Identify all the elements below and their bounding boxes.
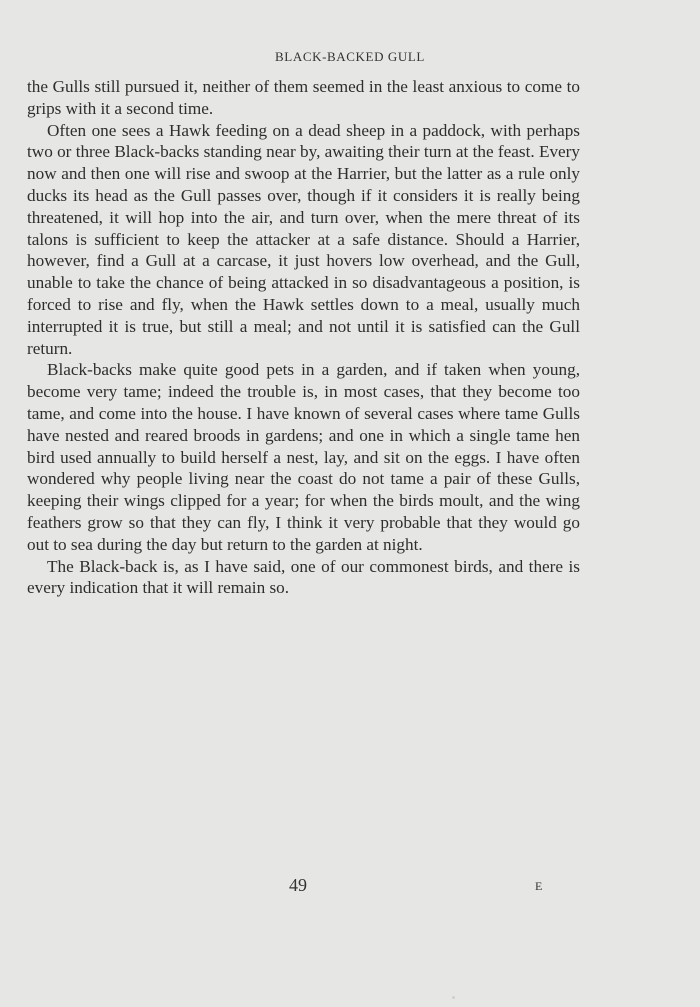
running-head: BLACK-BACKED GULL [275,49,425,64]
paragraph: Black-backs make quite good pets in a garden, and if taken when young, become very tame; indeed the trouble is, in most cases, that they become too tame, and come into the house. I have known of several cases where tame Gulls have nested and reared broods in gardens; and one in which a single tame hen bird used annually to build herself a nest, lay, and sit on the eggs. I have often wondered why people living near the coast do not tame a pair of these Gulls, keeping their wings clipped for a year; for when the birds moult, and the wing feathers grow so that they can fly, I think it very probable that they would go out to sea during the day but return to the garden at night. [27,360,580,554]
paragraph-continued: the Gulls still pursued it, neither of them seemed in the least anxious to come to grips with it a second time. [27,77,580,118]
page-number: 49 [289,875,307,895]
paper-speck [452,996,455,999]
paragraph: The Black-back is, as I have said, one of our commonest birds, and there is every indication that it will remain so. [27,556,580,598]
body-text [27,76,580,599]
signature-mark: E [535,879,543,893]
paragraph: Often one sees a Hawk feeding on a dead sheep in a paddock, with perhaps two or three Black-backs standing near by, awaiting their turn at the feast. Every now and then one will rise and swoop at the Harrier, but the latter as a rule only ducks its head as the Gull passes over, though if it considers it is really being threatened, it will hop into the air, and turn over, when the mere threat of its talons is sufficient to keep the attacker at a safe distance. Should a Harrier, however, find a Gull at a carcase, it just hovers low overhead, and the Gull, unable to take the chance of being attacked in so disadvantageous a position, is forced to rise and fly, when the Hawk settles down to a meal, usually much interrupted it is true, but still a meal; and not until it is satisfied can the Gull return. [27,120,580,358]
